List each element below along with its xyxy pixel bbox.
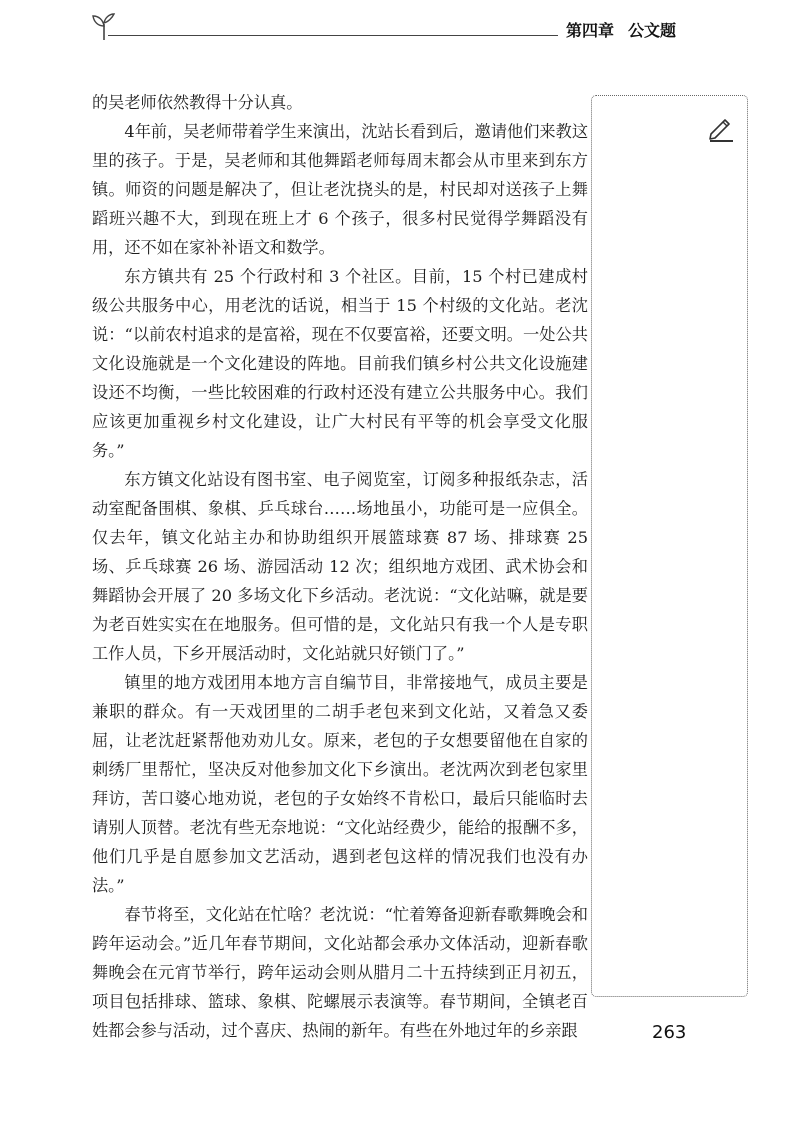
section-label: 公文题 [628,21,677,40]
paragraph: 镇里的地方戏团用本地方言自编节目，非常接地气，成员主要是兼职的群众。有一天戏团里的二胡手老包来到文化站，又着急又委屈，让老沈赶紧帮他劝劝儿女。原来，老包的子女想要留他在自家的刺绣厂里帮忙，坚决反对他参加文化下乡演出。老沈两次到老包家里拜访，苦口婆心地劝说，老包的子女始终不肯松口，最后只能临时去请别人顶替。老沈有些无奈地说：“文化站经费少，能给的报酬不多，他们几乎是自愿参加文艺活动，遇到老包这样的情况我们也没有办法。” [92,673,588,895]
paragraph: 的吴老师依然教得十分认真。 [92,93,303,112]
paragraph: 春节将至，文化站在忙啥？老沈说：“忙着筹备迎新春歌舞晚会和跨年运动会。”近几年春节期间，文化站都会承办文体活动，迎新春歌舞晚会在元宵节举行，跨年运动会则从腊月二十五持续到正月初五，项目包括排球、篮球、象棋、陀螺展示表演等。春节期间，全镇老百姓都会参与活动，过个喜庆、热闹的新年。有些在外地过年的乡亲跟 [92,905,588,1040]
page-number: 263 [652,1022,687,1043]
sprout-icon [88,10,120,42]
chapter-heading [566,18,676,41]
paragraph: 4年前，吴老师带着学生来演出，沈站长看到后，邀请他们来教这里的孩子。于是，吴老师和其他舞蹈老师每周末都会从市里来到东方镇。师资的问题是解决了，但让老沈挠头的是，村民却对送孩子上舞蹈班兴趣不大，到现在班上才 6 个孩子，很多村民觉得学舞蹈没有用，还不如在家补补语文和数学。 [92,122,588,257]
pencil-icon [704,112,736,144]
header-rule [108,35,558,36]
article-body [92,88,588,1045]
chapter-label: 第四章 [566,21,615,40]
paragraph: 东方镇文化站设有图书室、电子阅览室，订阅多种报纸杂志，活动室配备围棋、象棋、乒乓球台……场地虽小，功能可是一应俱全。仅去年，镇文化站主办和协助组织开展篮球赛 87 场、排球赛 25 场、乒乓球赛 26 场、游园活动 12 次；组织地方戏团、武术协会和舞蹈协会开展了 20 多场文化下乡活动。老沈说：“文化站嘛，就是要为老百姓实实在在地服务。但可惜的是，文化站只有我一个人是专职工作人员，下乡开展活动时，文化站就只好锁门了。” [92,470,588,663]
notes-margin-box [591,95,748,997]
paragraph: 东方镇共有 25 个行政村和 3 个社区。目前，15 个村已建成村级公共服务中心，用老沈的话说，相当于 15 个村级的文化站。老沈说：“以前农村追求的是富裕，现在不仅要富裕，还要文明。一处公共文化设施就是一个文化建设的阵地。目前我们镇乡村公共文化设施建设还不均衡，一些比较困难的行政村还没有建立公共服务中心。我们应该更加重视乡村文化建设，让广大村民有平等的机会享受文化服务。” [92,267,588,460]
page-header [0,0,800,48]
